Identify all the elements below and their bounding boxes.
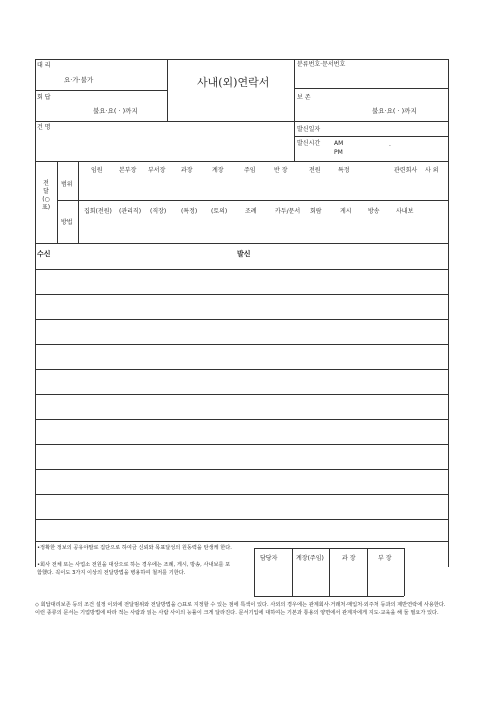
hoedap-label: 회 답	[37, 94, 51, 101]
method-col: 방송	[368, 208, 380, 215]
range-col: 관련회사	[394, 167, 418, 174]
body-rule	[35, 344, 448, 345]
darae-divider	[35, 90, 167, 91]
doc-number-label: 분류번호·문서번호	[297, 61, 346, 68]
body-rule	[35, 319, 448, 320]
method-col: (직장)	[150, 208, 167, 215]
approval-left	[254, 548, 255, 596]
recipient-label: 수신	[37, 250, 51, 258]
top-border	[35, 59, 448, 60]
method-col: 집회(전원)	[84, 208, 112, 215]
body-rule	[35, 419, 448, 420]
right-border	[448, 59, 449, 567]
range-col: 특정	[338, 167, 350, 174]
approval-col: 과 장	[342, 555, 356, 562]
send-time-label: 발신시간	[297, 140, 321, 147]
bottom-note: •정확한 정보의 공유야말로 집단으로 하여금 신뢰와 목표달성의 원동력을 탄생케 한다.	[37, 545, 232, 551]
range-divider	[57, 200, 448, 201]
subject-label: 건 명	[37, 124, 51, 131]
form-title: 사내(외)연락서	[197, 76, 270, 89]
pm-label: PM	[334, 149, 343, 156]
approval-col-divider	[292, 548, 293, 596]
distribution-bottom	[35, 243, 448, 244]
header-bottom	[35, 161, 448, 162]
method-col: 조례	[245, 208, 257, 215]
bojon-value: 불요·요( · )까지	[372, 107, 417, 115]
method-col: 회람	[310, 208, 322, 215]
range-col: 부서장	[148, 167, 166, 174]
hoedap-value: 불요·요( · )까지	[93, 107, 138, 115]
method-col: 사내보	[396, 208, 414, 215]
approval-col: 부 장	[378, 555, 392, 562]
time-dot: .	[389, 141, 391, 148]
body-rule	[35, 469, 448, 470]
body-bottom	[35, 541, 448, 542]
method-col: 카두/문서	[275, 208, 301, 215]
range-col: 반 장	[274, 167, 288, 174]
body-rule	[35, 519, 448, 520]
approval-col-divider	[367, 548, 368, 596]
approval-bottom	[254, 596, 404, 597]
body-rule	[35, 369, 448, 370]
bottom-note: •회사 전체 또는 사업소 전원을 대상으로 하는 경우에는 조례, 게시, 방송, 사내보를 포함했다. 꼭이도 3가지 이상의 전달방법을 병용하여 철저를 기한다.	[37, 562, 231, 576]
send-date-label: 발신일자	[297, 126, 321, 133]
range-col: 임원	[91, 167, 103, 174]
approval-right	[404, 548, 405, 596]
row-label-range: 범위	[61, 181, 73, 188]
range-col: 과장	[181, 167, 193, 174]
range-col: 전원	[309, 167, 321, 174]
side-label: 전달(○표)	[42, 180, 51, 211]
approval-col: 담당자	[260, 555, 278, 562]
body-rule	[35, 394, 448, 395]
hoedap-divider	[35, 121, 294, 122]
range-col: 사 외	[425, 167, 439, 174]
am-label: AM	[334, 140, 344, 147]
left-border	[35, 59, 36, 567]
send-date-divider	[294, 136, 448, 137]
method-col: 게시	[340, 208, 352, 215]
darae-label: 대 리	[37, 62, 51, 69]
body-rule	[35, 444, 448, 445]
body-rule	[35, 269, 448, 270]
approval-top	[254, 548, 404, 549]
left-col-divider	[167, 59, 168, 121]
sender-label: 발신	[237, 250, 251, 258]
row-label-divider	[78, 161, 79, 243]
bojon-divider	[294, 121, 448, 122]
method-col: (관리직)	[119, 208, 142, 215]
body-rule	[35, 294, 448, 295]
footer-note: ◇ 회답대리보존 등의 조건 설정 이외에 전달범위와 전달방법을 ○표로 지정할 수 있는 점에 특색이 있다. 사외의 경우에는 관계회사·거래처·매입처·외주처 등과의 제반연락에 사용한다. 이런 종류의 문서는 기업방법에 따라 적는 사람과 읽는 사람 사이의 능률이 크게 달라진다. 문서기입에 대하여는 기본과 통용의 양면에서 관계자에게 지도·교육을 해 둘 필요가 있다.	[35, 602, 446, 616]
method-col: (토의)	[211, 208, 228, 215]
docno-divider	[294, 88, 448, 89]
bojon-label: 보 존	[297, 94, 311, 101]
range-col: 계장	[212, 167, 224, 174]
side-label-divider	[57, 161, 58, 243]
body-rule	[35, 494, 448, 495]
approval-col-divider	[329, 548, 330, 596]
row-label-method: 방법	[61, 219, 73, 226]
darae-value: 요·가·불가	[64, 76, 94, 84]
method-col: (특정)	[181, 208, 198, 215]
approval-col: 계장(주임)	[296, 555, 324, 562]
range-col: 주임	[244, 167, 256, 174]
right-col-divider	[294, 59, 295, 161]
range-col: 본부장	[119, 167, 137, 174]
